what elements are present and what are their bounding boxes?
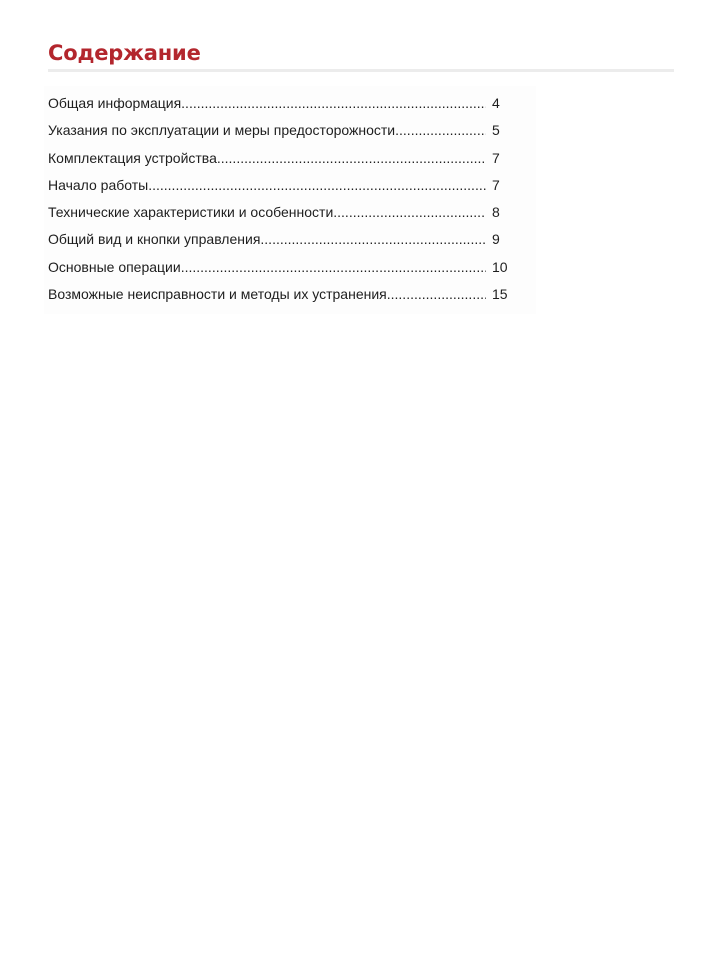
toc-entry-page: 10 [492, 258, 508, 275]
toc-leader-dots [181, 254, 486, 280]
toc-entry-title: Общий вид и кнопки управления [48, 231, 261, 248]
toc-entry-page: 15 [492, 286, 508, 303]
toc-entry[interactable] [48, 145, 516, 172]
toc-entry[interactable] [48, 117, 516, 144]
toc-leader-dots [217, 145, 486, 171]
table-of-contents [48, 90, 516, 308]
title-divider [48, 69, 674, 72]
toc-entry-title: Начало работы [48, 176, 149, 193]
toc-leader-dots [333, 199, 486, 225]
toc-entry-page: 7 [492, 149, 500, 166]
toc-entry-title: Комплектация устройства [48, 149, 217, 166]
toc-leader-dots [148, 172, 486, 198]
toc-entry[interactable] [48, 254, 516, 281]
page-title: Содержание [48, 41, 201, 65]
toc-entry-title: Возможные неисправности и методы их устранения [48, 286, 387, 303]
toc-leader-dots [387, 281, 486, 307]
toc-entry-title: Основные операции [48, 258, 181, 275]
toc-entry-page: 4 [492, 95, 500, 111]
toc-entry-title: Указания по эксплуатации и меры предосторожности [48, 122, 396, 139]
toc-entry-page: 9 [492, 231, 500, 248]
toc-entry-page: 8 [492, 204, 500, 221]
toc-entry[interactable] [48, 226, 516, 253]
toc-entry[interactable] [48, 199, 516, 226]
toc-entry[interactable] [48, 90, 516, 117]
toc-entry-title: Общая информация [48, 95, 182, 111]
toc-leader-dots [395, 117, 486, 143]
toc-entry[interactable] [48, 172, 516, 199]
toc-entry-title: Технические характеристики и особенности [48, 204, 334, 221]
toc-leader-dots [260, 226, 486, 252]
toc-entry[interactable] [48, 281, 516, 308]
toc-entry-page: 7 [492, 176, 500, 193]
toc-leader-dots [181, 90, 486, 116]
toc-entry-page: 5 [492, 122, 500, 139]
